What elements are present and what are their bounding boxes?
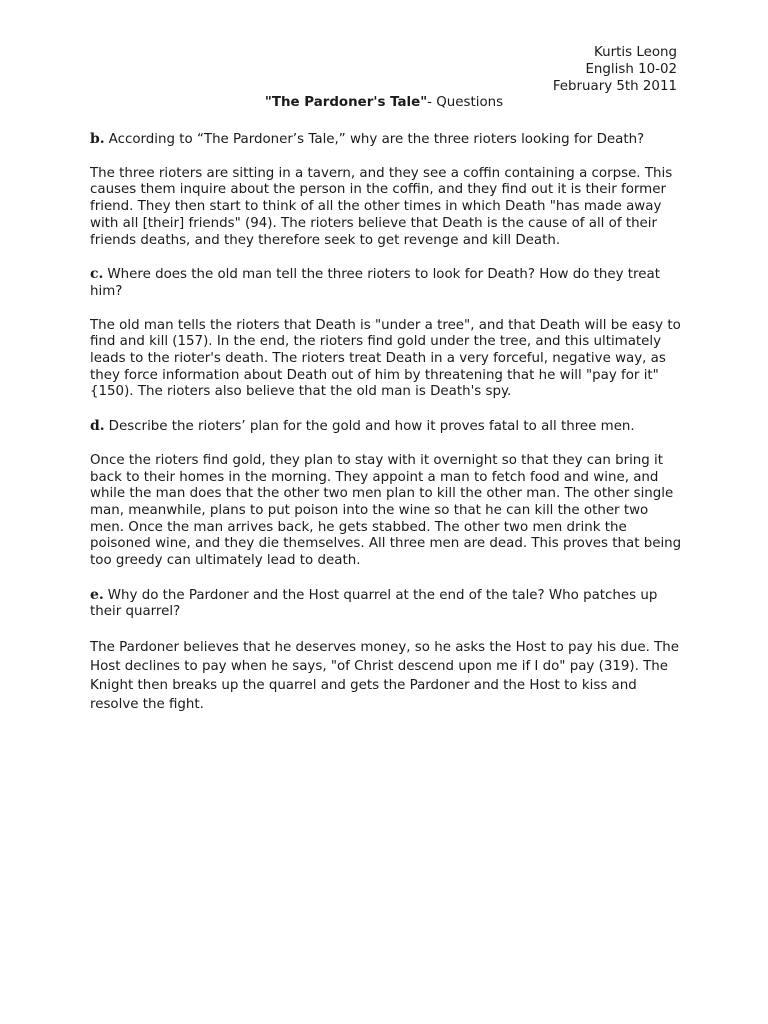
answer-e: The Pardoner believes that he deserves money, so he asks the Host to pay his due. The Host declines to pay when he says, "of Christ descend upon me if I do" pay (319). The Knight then breaks up the quarrel and gets the Pardoner and the Host to kiss and resolve the fight. — [90, 640, 680, 713]
question-letter: e. — [90, 586, 104, 603]
question-text: According to “The Pardoner’s Tale,” why are the three rioters looking for Death? — [108, 132, 645, 147]
question-text: Why do the Pardoner and the Host quarrel at the end of the tale? Who patches up their quarrel? — [90, 587, 658, 620]
answer-d: Once the rioters find gold, they plan to stay with it overnight so that they can bring it back to their homes in the morning. They appoint a man to fetch food and wine, and while the man does that the other two men plan to kill the other man. The other single man, meanwhile, plans to put poison into the wine so that he can kill the other two men. Once the man arrives back, he gets stabbed. The other two men drink the poisoned wine, and they die themselves. All three men are dead. This proves that being too greedy can ultimately lead to death. — [90, 452, 682, 569]
document-header — [553, 44, 677, 95]
question-text: Where does the old man tell the three rioters to look for Death? How do they treat him? — [90, 267, 660, 299]
question-letter: b. — [90, 131, 105, 147]
question-text: Describe the rioters’ plan for the gold and how it proves fatal to all three men. — [108, 419, 635, 435]
question-d — [90, 418, 682, 436]
class-name: English 10-02 — [585, 62, 677, 77]
question-letter: c. — [90, 266, 104, 283]
document-title — [0, 94, 768, 111]
document-date: February 5th 2011 — [552, 79, 677, 94]
title-suffix: - Questions — [427, 95, 504, 110]
title-main: "The Pardoner's Tale" — [264, 95, 428, 110]
author-name: Kurtis Leong — [594, 45, 677, 60]
question-letter: d. — [90, 418, 105, 435]
question-c — [90, 266, 682, 300]
answer-c: The old man tells the rioters that Death is "under a tree", and that Death will be easy to find and kill (157). In the end, the rioters find gold under the tree, and this ultimately leads to the rioter's death. The rioters treat Death in a very forceful, negative way, as they force information about Death out of him by threatening that he will "pay for it" {150). The rioters also believe that the old man is Death's spy. — [90, 317, 681, 400]
document-body — [90, 131, 682, 731]
answer-b: The three rioters are sitting in a tavern, and they see a coffin containing a corpse. This causes them inquire about the person in the coffin, and they find out it is their former friend. They then start to think of all the other times in which Death "has made away with all [their] friends" (94). The rioters believe that Death is the cause of all of their friends deaths, and they therefore seek to get revenge and kill Death. — [90, 165, 673, 248]
question-e — [90, 587, 682, 621]
question-b — [90, 131, 682, 149]
